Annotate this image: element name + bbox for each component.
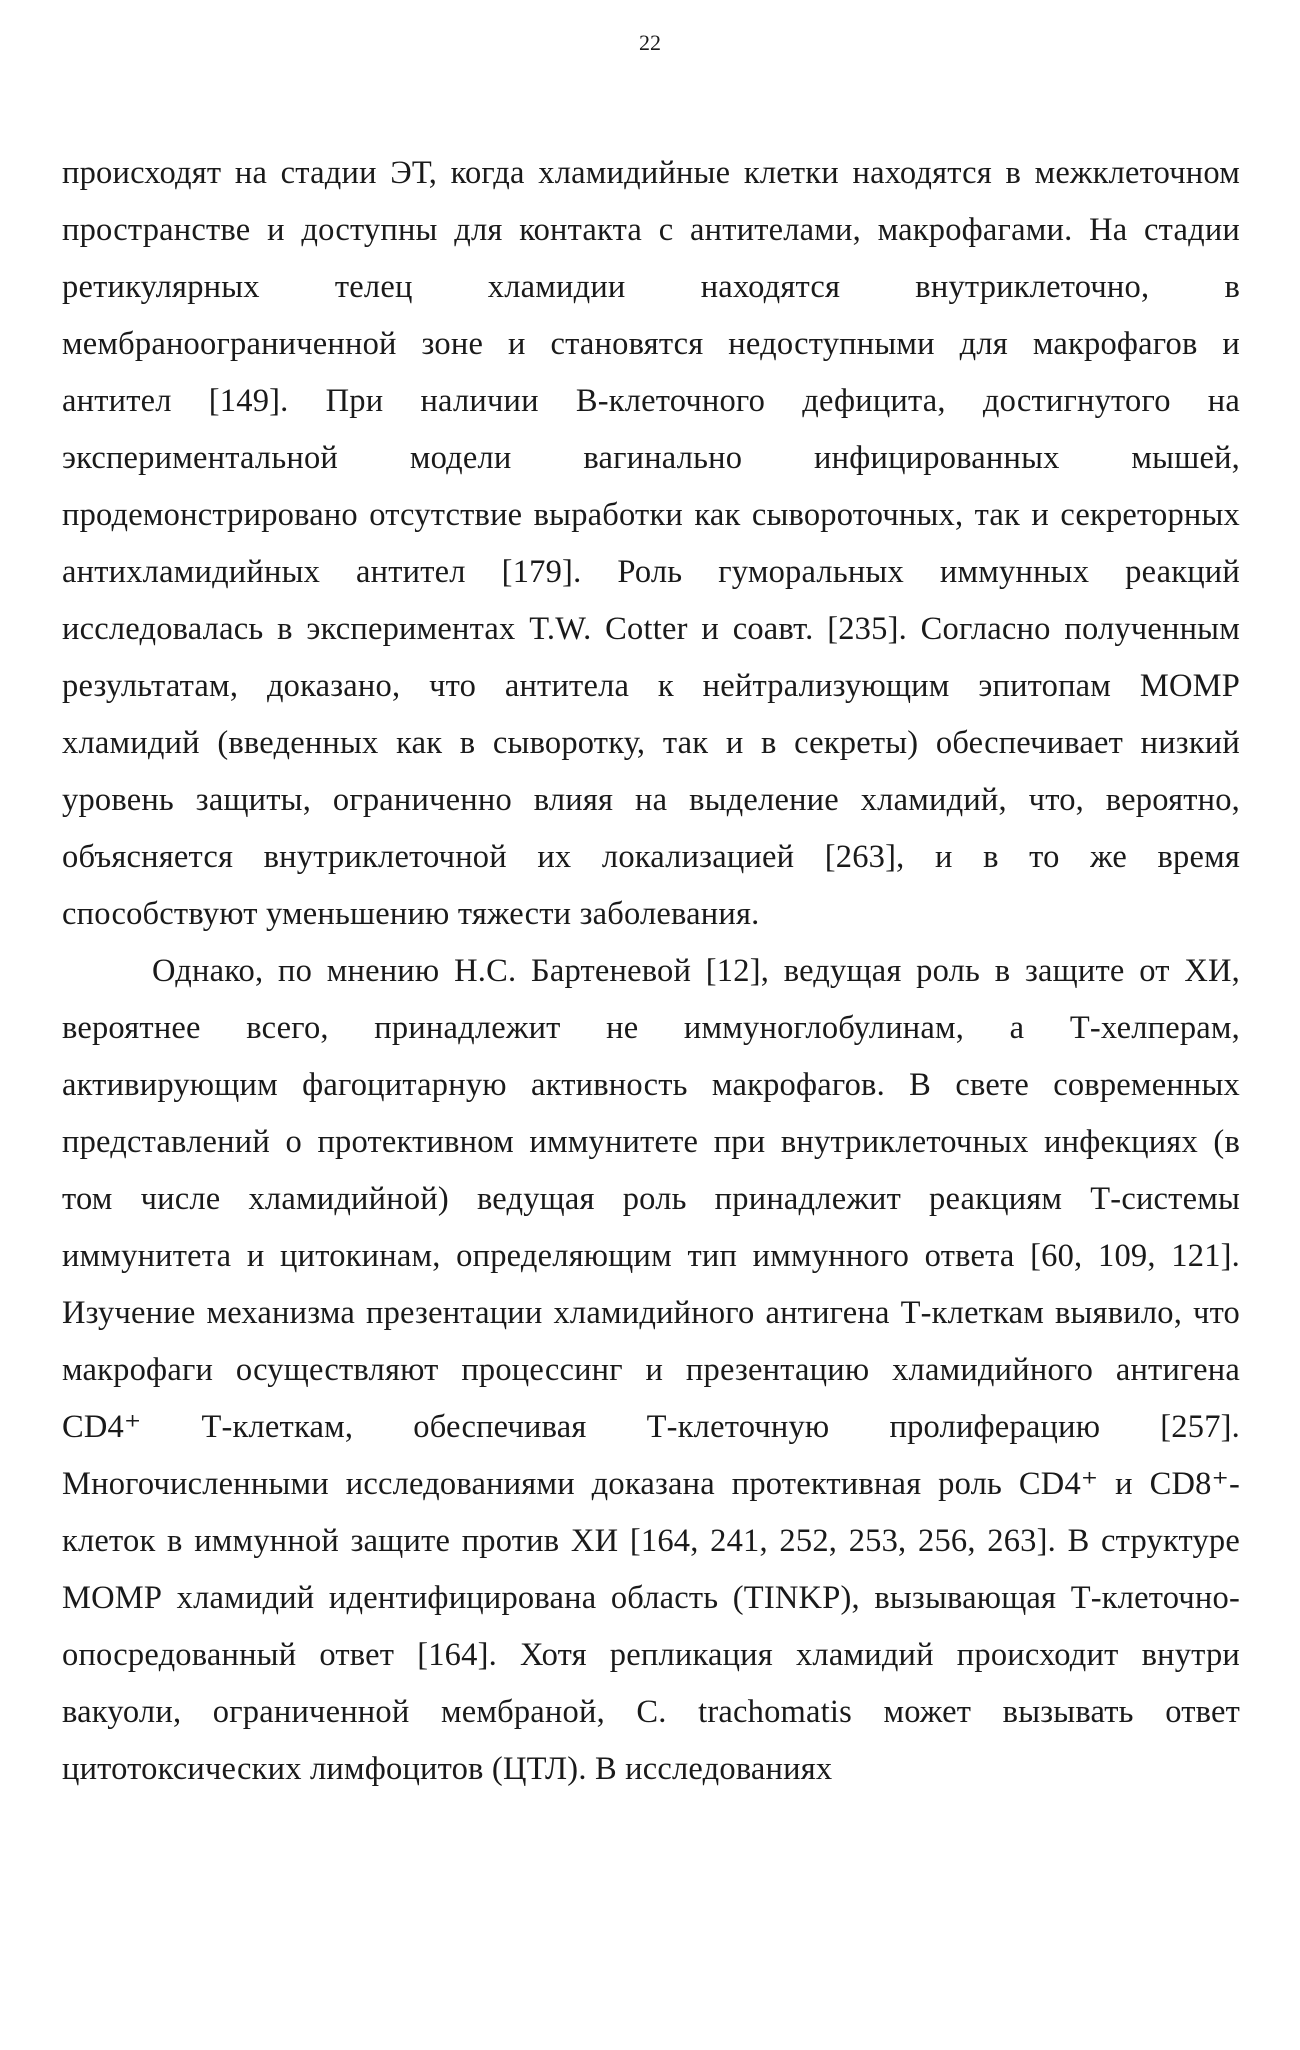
- page-number: 22: [639, 30, 661, 55]
- paragraph-1: происходят на стадии ЭТ, когда хламидийные клетки находятся в межклеточном пространстве и доступны для контакта с антителами, макрофагами. На стадии ретикулярных телец хламидии находятся внутриклеточно, в мембраноограниченной зоне и становятся недоступными для макрофагов и антител [149]. При наличии В-клеточного дефицита, достигнутого на экспериментальной модели вагинально инфицированных мышей, продемонстрировано отсутствие выработки как сывороточных, так и секреторных антихламидийных антител [179]. Роль гуморальных иммунных реакций исследовалась в экспериментах T.W. Cotter и соавт. [235]. Согласно полученным результатам, доказано, что антитела к нейтрализующим эпитопам МОМР хламидий (введенных как в сыворотку, так и в секреты) обеспечивает низкий уровень защиты, ограниченно влияя на выделение хламидий, что, вероятно, объясняется внутриклеточной их локализацией [263], и в то же время способствуют уменьшению тяжести заболевания.: [62, 155, 1240, 932]
- body-text: [62, 145, 1240, 1798]
- paragraph-2: Однако, по мнению Н.С. Бартеневой [12], ведущая роль в защите от ХИ, вероятнее всего, принадлежит не иммуноглобулинам, а Т-хелперам, активирующим фагоцитарную активность макрофагов. В свете современных представлений о протективном иммунитете при внутриклеточных инфекциях (в том числе хламидийной) ведущая роль принадлежит реакциям Т-системы иммунитета и цитокинам, определяющим тип иммунного ответа [60, 109, 121]. Изучение механизма презентации хламидийного антигена Т-клеткам выявило, что макрофаги осуществляют процессинг и презентацию хламидийного антигена CD4⁺ Т-клеткам, обеспечивая Т-клеточную пролиферацию [257]. Многочисленными исследованиями доказана протективная роль CD4⁺ и CD8⁺-клеток в иммунной защите против ХИ [164, 241, 252, 253, 256, 263]. В структуре МОМР хламидий идентифицирована область (TINKP), вызывающая Т-клеточно-опосредованный ответ [164]. Хотя репликация хламидий происходит внутри вакуоли, ограниченной мембраной, C. trachomatis может вызывать ответ цитотоксических лимфоцитов (ЦТЛ). В исследованиях: [62, 953, 1240, 1787]
